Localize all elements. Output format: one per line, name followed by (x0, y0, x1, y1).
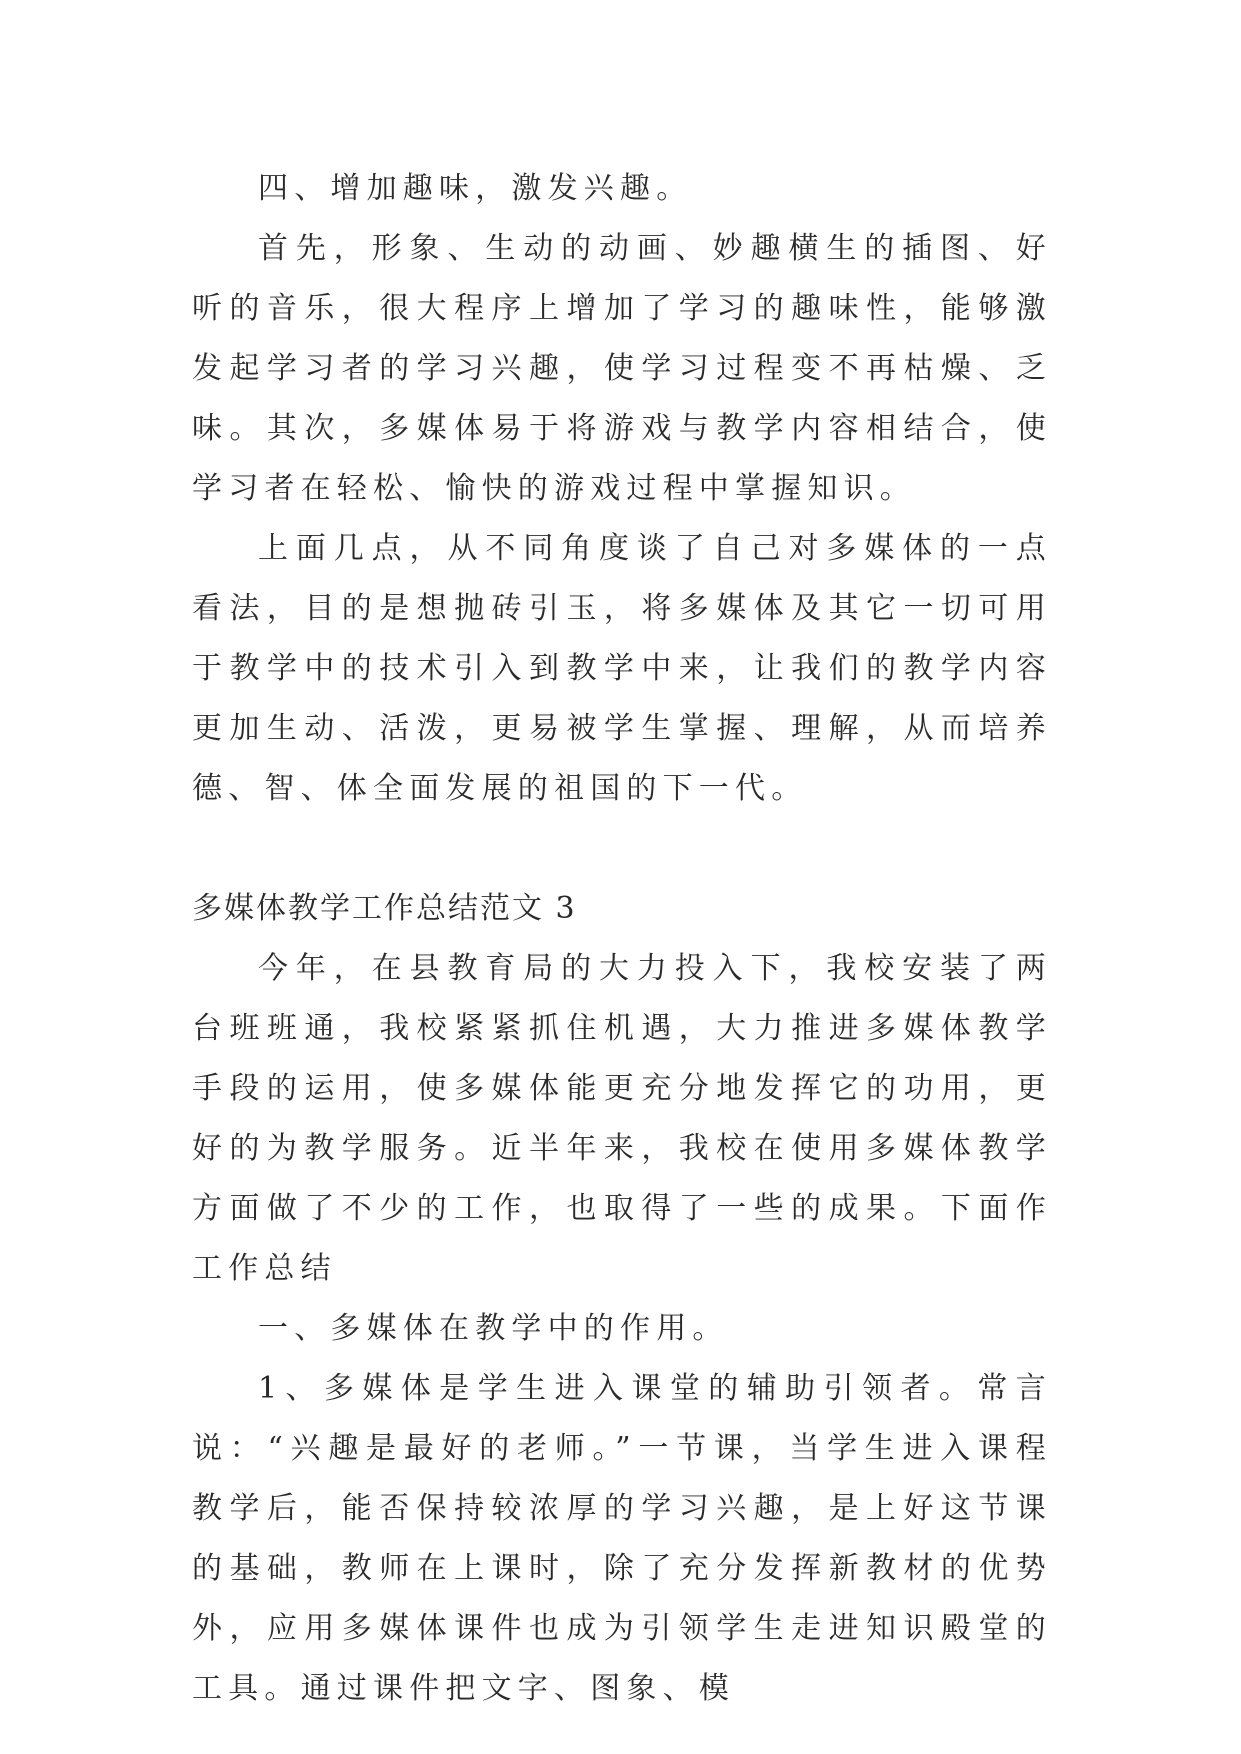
section-heading: 四、增加趣味，激发兴趣。 (258, 171, 693, 206)
blank-line (192, 819, 1052, 879)
article-title: 多媒体教学工作总结范文 3 (192, 891, 577, 926)
document-body (192, 159, 1052, 1719)
paragraph: 首先，形象、生动的动画、妙趣横生的插图、好听的音乐，很大程序上增加了学习的趣味性，能够激发起学习者的学习兴趣，使学习过程变不再枯燥、乏味。其次，多媒体易于将游戏与教学内容相结合，使学习者在轻松、愉快的游戏过程中掌握知识。 (192, 231, 1052, 506)
section-heading: 一、多媒体在教学中的作用。 (258, 1311, 729, 1346)
paragraph: 1、多媒体是学生进入课堂的辅助引领者。常言说：“兴趣是最好的老师。”一节课，当学生进入课程教学后，能否保持较浓厚的学习兴趣，是上好这节课的基础，教师在上课时，除了充分发挥新教材的优势外，应用多媒体课件也成为引领学生走进知识殿堂的工具。通过课件把文字、图象、模 (192, 1371, 1052, 1706)
paragraph: 上面几点，从不同角度谈了自己对多媒体的一点看法，目的是想抛砖引玉，将多媒体及其它一切可用于教学中的技术引入到教学中来，让我们的教学内容更加生动、活泼，更易被学生掌握、理解，从而培养德、智、体全面发展的祖国的下一代。 (192, 531, 1052, 806)
paragraph: 今年，在县教育局的大力投入下，我校安装了两台班班通，我校紧紧抓住机遇，大力推进多媒体教学手段的运用，使多媒体能更充分地发挥它的功用，更好的为教学服务。近半年来，我校在使用多媒体教学方面做了不少的工作，也取得了一些的成果。下面作工作总结 (192, 951, 1052, 1286)
